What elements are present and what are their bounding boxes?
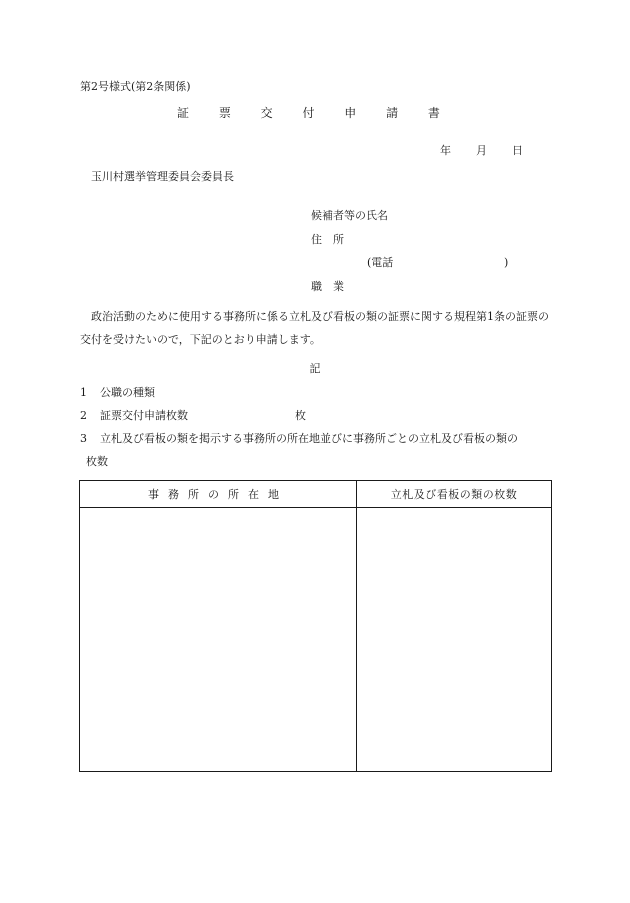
phone-open: (電話 xyxy=(367,256,394,269)
item-number: 2 xyxy=(80,409,87,422)
item-number: 1 xyxy=(80,386,87,399)
table-row xyxy=(80,508,552,772)
item-text: 立札及び看板の類を掲示する事務所の所在地並びに事務所ごとの立札及び看板の類の xyxy=(100,432,518,445)
header-office-location: 事務所の所在地 xyxy=(80,481,357,508)
addressee: 玉川村選挙管理委員会委員長 xyxy=(91,170,234,183)
item-3-continuation: 枚数 xyxy=(86,455,108,468)
office-location-cell[interactable] xyxy=(80,508,357,772)
applicant-name-label: 候補者等の氏名 xyxy=(311,209,388,222)
phone-close: ) xyxy=(504,256,509,269)
form-number: 第2号様式(第2条関係) xyxy=(80,80,191,93)
applicant-occupation-label: 職 業 xyxy=(311,280,344,293)
sign-count-cell[interactable] xyxy=(357,508,552,772)
item-3 xyxy=(80,432,518,445)
table-header-row xyxy=(80,481,552,508)
item-text: 証票交付申請枚数 xyxy=(100,409,188,422)
ki-heading: 記 xyxy=(309,362,321,375)
document-title: 証 票 交 付 申 請 書 xyxy=(177,106,453,120)
item-number: 3 xyxy=(80,432,87,445)
item-1 xyxy=(80,386,155,399)
header-sign-count: 立札及び看板の類の枚数 xyxy=(357,481,552,508)
item-2-suffix: 枚 xyxy=(295,409,306,422)
date-month: 月 xyxy=(476,144,487,157)
date-year: 年 xyxy=(440,144,451,157)
applicant-address-label: 住 所 xyxy=(311,233,344,246)
item-text: 公職の種類 xyxy=(100,386,155,399)
item-2 xyxy=(80,409,188,422)
body-paragraph: 政治活動のために使用する事務所に係る立札及び看板の類の証票に関する規程第1条の証票の交付を受けたいので，下記のとおり申請します。 xyxy=(80,310,549,346)
date-line xyxy=(440,144,523,157)
date-day: 日 xyxy=(512,144,523,157)
offices-table xyxy=(79,480,552,772)
